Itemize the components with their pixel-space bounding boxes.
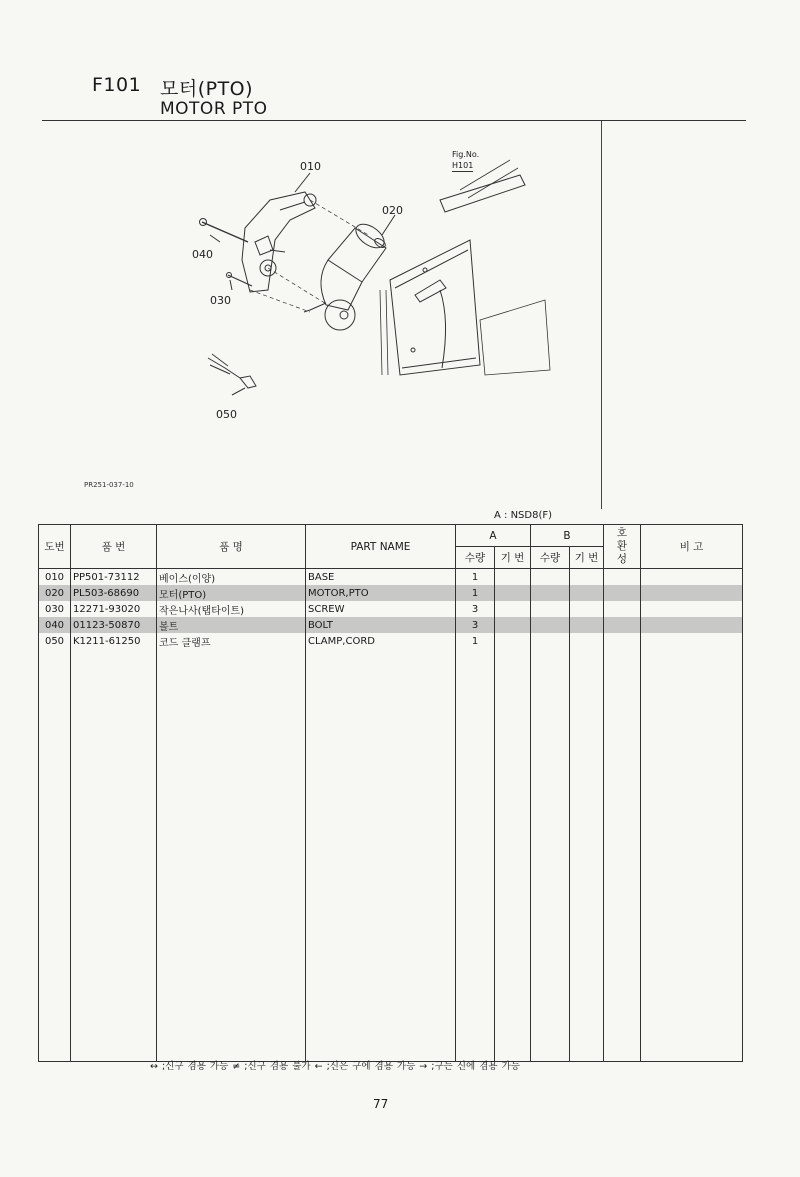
part-name-en-cell: BASE bbox=[306, 569, 456, 586]
qty-a-cell: 3 bbox=[456, 601, 495, 617]
empty-cell bbox=[157, 649, 306, 1062]
frame-rail bbox=[440, 175, 525, 212]
serial-a-cell bbox=[495, 601, 531, 617]
header-interchange: 호 환 성 bbox=[604, 525, 641, 569]
interchange-cell bbox=[604, 569, 641, 586]
callout-020: 020 bbox=[382, 204, 403, 217]
cord-clamp bbox=[208, 358, 256, 388]
table-row bbox=[39, 617, 743, 633]
section-title-korean: 모터(PTO) bbox=[160, 78, 254, 100]
mounting-plate bbox=[390, 240, 480, 375]
serial-b-cell bbox=[570, 569, 604, 586]
serial-b-cell bbox=[570, 601, 604, 617]
remarks-cell bbox=[641, 633, 743, 649]
table-row bbox=[39, 585, 743, 601]
interchange-cell bbox=[604, 585, 641, 601]
empty-cell bbox=[570, 649, 604, 1062]
remarks-cell bbox=[641, 585, 743, 601]
interchange-cell bbox=[604, 601, 641, 617]
part-name-ko-cell: 볼트 bbox=[157, 617, 306, 633]
part-name-ko-cell: 모터(PTO) bbox=[157, 585, 306, 601]
table-row bbox=[39, 633, 743, 649]
header-part-no: 품 번 bbox=[71, 525, 157, 569]
base-bracket bbox=[242, 192, 315, 292]
part-name-en-cell: MOTOR,PTO bbox=[306, 585, 456, 601]
callout-010: 010 bbox=[300, 160, 321, 173]
remarks-cell bbox=[641, 569, 743, 586]
header-qty-b: 수량 bbox=[531, 547, 570, 569]
empty-cell bbox=[641, 649, 743, 1062]
interchange-legend: ↔ ;신구 겸용 가능 ≠ ;신구 겸용 불가 ← ;신은 구에 겸용 가능 → ;구는 신에 겸용 가능 bbox=[150, 1061, 520, 1072]
part-name-ko-cell: 코드 클램프 bbox=[157, 633, 306, 649]
qty-b-cell bbox=[531, 585, 570, 601]
callout-040: 040 bbox=[192, 248, 213, 261]
empty-cell bbox=[39, 649, 71, 1062]
figure-divider bbox=[601, 121, 602, 509]
empty-cell bbox=[531, 649, 570, 1062]
part-no-cell: K1211-61250 bbox=[71, 633, 157, 649]
qty-a-cell: 1 bbox=[456, 585, 495, 601]
header-rule bbox=[42, 120, 746, 121]
qty-b-cell bbox=[531, 633, 570, 649]
empty-cell bbox=[495, 649, 531, 1062]
section-code: F101 bbox=[92, 74, 142, 96]
empty-cell bbox=[71, 649, 157, 1062]
header-ref-no: 도번 bbox=[39, 525, 71, 569]
header-remarks: 비 고 bbox=[641, 525, 743, 569]
remarks-cell bbox=[641, 617, 743, 633]
page-number: 77 bbox=[373, 1097, 389, 1111]
motor-body bbox=[328, 228, 386, 282]
serial-a-cell bbox=[495, 585, 531, 601]
print-reference-code: PR251-037-10 bbox=[84, 481, 134, 489]
header-part-name-ko: 품 명 bbox=[157, 525, 306, 569]
qty-b-cell bbox=[531, 617, 570, 633]
bolt bbox=[202, 222, 248, 242]
ref-no-cell: 040 bbox=[39, 617, 71, 633]
part-name-ko-cell: 베이스(이양) bbox=[157, 569, 306, 586]
part-no-cell: PL503-68690 bbox=[71, 585, 157, 601]
header-group-b: B bbox=[531, 525, 604, 547]
table-row bbox=[39, 601, 743, 617]
qty-a-cell: 1 bbox=[456, 633, 495, 649]
serial-a-cell bbox=[495, 569, 531, 586]
ref-no-cell: 020 bbox=[39, 585, 71, 601]
table-empty-space bbox=[39, 649, 743, 1062]
part-no-cell: 12271-93020 bbox=[71, 601, 157, 617]
remarks-cell bbox=[641, 601, 743, 617]
fig-no-label: Fig.No. bbox=[452, 150, 480, 159]
header-serial-a: 기 번 bbox=[495, 547, 531, 569]
qty-a-cell: 3 bbox=[456, 617, 495, 633]
ref-no-cell: 010 bbox=[39, 569, 71, 586]
serial-b-cell bbox=[570, 585, 604, 601]
header-serial-b: 기 번 bbox=[570, 547, 604, 569]
callout-050: 050 bbox=[216, 408, 237, 421]
header-part-name-en: PART NAME bbox=[306, 525, 456, 569]
empty-cell bbox=[604, 649, 641, 1062]
variant-label: A : NSD8(F) bbox=[494, 510, 553, 521]
serial-b-cell bbox=[570, 617, 604, 633]
qty-a-cell: 1 bbox=[456, 569, 495, 586]
part-name-en-cell: BOLT bbox=[306, 617, 456, 633]
empty-cell bbox=[306, 649, 456, 1062]
header-qty-a: 수량 bbox=[456, 547, 495, 569]
serial-b-cell bbox=[570, 633, 604, 649]
screw bbox=[228, 275, 252, 286]
callout-030: 030 bbox=[210, 294, 231, 307]
qty-b-cell bbox=[531, 601, 570, 617]
interchange-cell bbox=[604, 617, 641, 633]
ref-no-cell: 030 bbox=[39, 601, 71, 617]
serial-a-cell bbox=[495, 633, 531, 649]
part-name-en-cell: SCREW bbox=[306, 601, 456, 617]
exploded-parts-diagram bbox=[150, 140, 600, 440]
part-no-cell: 01123-50870 bbox=[71, 617, 157, 633]
part-name-en-cell: CLAMP,CORD bbox=[306, 633, 456, 649]
table-row bbox=[39, 569, 743, 586]
empty-cell bbox=[456, 649, 495, 1062]
part-no-cell: PP501-73112 bbox=[71, 569, 157, 586]
part-name-ko-cell: 작은나사(탭타이트) bbox=[157, 601, 306, 617]
qty-b-cell bbox=[531, 569, 570, 586]
ref-no-cell: 050 bbox=[39, 633, 71, 649]
section-title-english: MOTOR PTO bbox=[160, 99, 268, 119]
fig-no-value: H101 bbox=[452, 161, 474, 170]
header-group-a: A bbox=[456, 525, 531, 547]
parts-table bbox=[38, 524, 743, 1062]
interchange-cell bbox=[604, 633, 641, 649]
serial-a-cell bbox=[495, 617, 531, 633]
